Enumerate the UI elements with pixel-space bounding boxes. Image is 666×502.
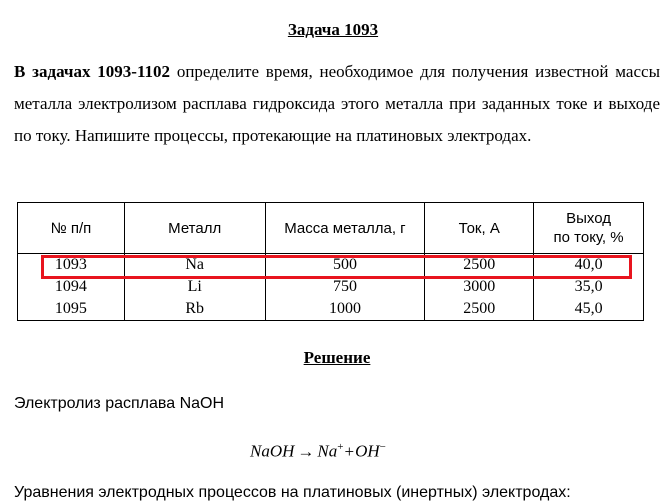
header-metal: Металл: [124, 203, 265, 254]
cell-mass: 1000: [265, 298, 425, 321]
eq-charge-minus: −: [379, 441, 386, 453]
header-number: № п/п: [18, 203, 125, 254]
cell-metal: Li: [124, 276, 265, 298]
solution-heading: Решение: [303, 348, 371, 367]
dissociation-equation: [250, 441, 386, 462]
cell-current: 2500: [425, 298, 534, 321]
cell-yield: 40,0: [534, 254, 644, 277]
cell-number: 1094: [18, 276, 125, 298]
statement-body: определите время, необходимое для получения известной массы металла электролизом расплава гидроксида этого металла при заданных токе и выходе по току. Напишите процессы, протекающие на платиновых электродах.: [14, 62, 660, 145]
cell-yield: 45,0: [534, 298, 644, 321]
eq-reactant: NaOH: [250, 441, 295, 461]
problem-title: Задача 1093: [287, 20, 379, 39]
table-row: [18, 276, 644, 298]
eq-plus: +: [344, 441, 355, 461]
cell-number: 1095: [18, 298, 125, 321]
electrode-processes-intro: Уравнения электродных процессов на платиновых (инертных) электродах:: [14, 484, 571, 501]
cell-current: 2500: [425, 254, 534, 277]
table-header-row: [18, 203, 644, 254]
cell-current: 3000: [425, 276, 534, 298]
cell-mass: 500: [265, 254, 425, 277]
header-yield: Выход по току, %: [534, 203, 644, 254]
eq-charge-plus: +: [337, 441, 344, 453]
header-current: Ток, А: [425, 203, 534, 254]
solution-intro: Электролиз расплава NaOH: [14, 395, 225, 412]
table-row: [18, 254, 644, 277]
cell-mass: 750: [265, 276, 425, 298]
cell-metal: Na: [124, 254, 265, 277]
table-row: [18, 298, 644, 321]
header-mass: Масса металла, г: [265, 203, 425, 254]
data-table: [17, 202, 644, 321]
statement-lead: В задачах 1093-1102: [14, 62, 171, 81]
eq-ion-oh: OH: [355, 441, 380, 461]
cell-number: 1093: [18, 254, 125, 277]
cell-yield: 35,0: [534, 276, 644, 298]
cell-metal: Rb: [124, 298, 265, 321]
eq-ion-na: Na: [317, 441, 338, 461]
eq-arrow: →: [297, 441, 315, 461]
problem-statement: [14, 56, 660, 152]
